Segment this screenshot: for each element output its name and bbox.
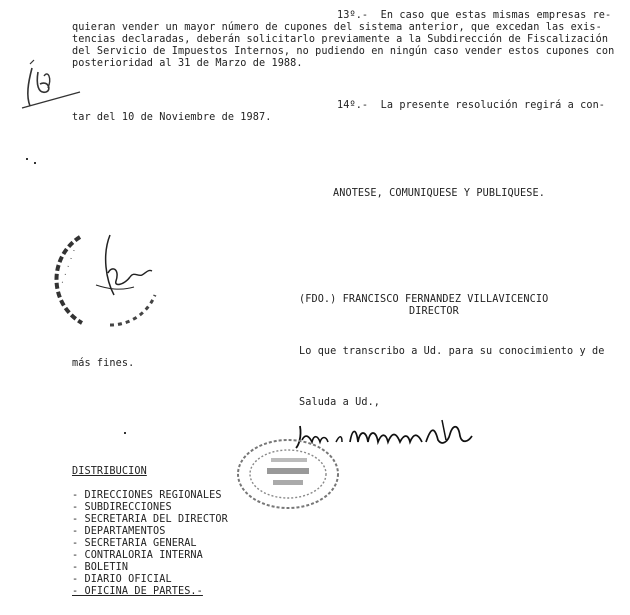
svg-text:· · · · ·: · · · · · <box>58 247 79 286</box>
distribution-item: - SECRETARIA GENERAL <box>72 538 197 549</box>
speck <box>26 158 28 160</box>
para13-line5: posterioridad al 31 de Marzo de 1988. <box>72 58 303 69</box>
para14-line1: 14º.- La presente resolución regirá a con- <box>337 100 606 111</box>
transcription-line1: Lo que transcribo a Ud. para su conocimiento y de <box>299 346 605 357</box>
transcription-line2: más fines. <box>72 358 135 369</box>
closing-formula: ANOTESE, COMUNIQUESE Y PUBLIQUESE. <box>333 188 545 199</box>
margin-initials-mark <box>18 58 88 113</box>
distribution-title: DISTRIBUCION <box>72 466 147 477</box>
distribution-item: - CONTRALORIA INTERNA <box>72 550 203 561</box>
distribution-item: - SUBDIRECCIONES <box>72 502 172 513</box>
distribution-item: - DIRECCIONES REGIONALES <box>72 490 222 501</box>
signatory-name: (FDO.) FRANCISCO FERNANDEZ VILLAVICENCIO <box>299 294 549 305</box>
speck <box>124 432 126 434</box>
distribution-item: - DEPARTAMENTOS <box>72 526 166 537</box>
distribution-item: - DIARIO OFICIAL <box>72 574 172 585</box>
director-seal <box>50 225 170 335</box>
distribution-item: - SECRETARIA DEL DIRECTOR <box>72 514 228 525</box>
para13-line2: quieran vender un mayor número de cupones del sistema anterior, que excedan las exis- <box>72 22 602 33</box>
speck <box>34 162 36 164</box>
para13-line4: del Servicio de Impuestos Internos, no pudiendo en ningún caso vender estos cupones con <box>72 46 615 57</box>
distribution-item: - BOLETIN <box>72 562 129 573</box>
salutation: Saluda a Ud., <box>299 397 381 408</box>
signatory-title: DIRECTOR <box>409 306 459 317</box>
office-stamp <box>233 432 343 512</box>
para13-line1: 13º.- En caso que estas mismas empresas re- <box>337 10 612 21</box>
para13-line3: tencias declaradas, deberán solicitarlo previamente a la Subdirección de Fiscalización <box>72 34 609 45</box>
para14-line2: tar del 10 de Noviembre de 1987. <box>72 112 272 123</box>
distribution-item: - OFICINA DE PARTES.- <box>72 586 203 597</box>
